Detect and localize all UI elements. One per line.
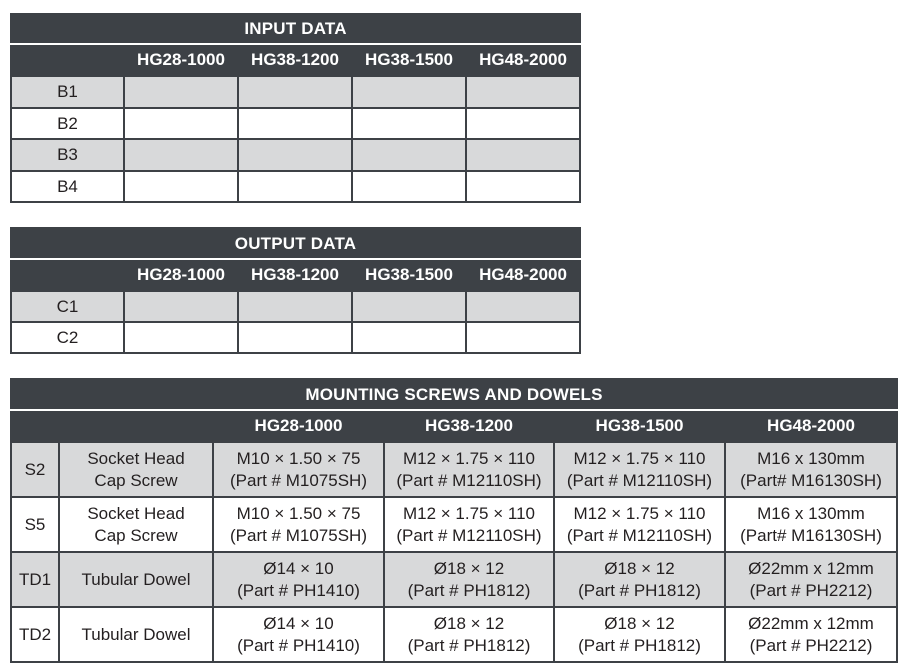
output-cell — [238, 322, 352, 353]
spec-cell — [384, 607, 554, 662]
column-header: HG48-2000 — [725, 410, 897, 442]
column-header: HG38-1500 — [352, 259, 466, 291]
description-line: Tubular Dowel — [81, 569, 191, 589]
header-empty-cell — [11, 259, 124, 291]
input-cell — [124, 139, 238, 171]
row-id: S5 — [11, 497, 59, 552]
table-row — [11, 108, 580, 139]
table-row — [11, 291, 580, 322]
row-id: S2 — [11, 442, 59, 497]
mounting-screws-table — [10, 378, 898, 663]
part-number: (Part # PH2212) — [749, 635, 873, 655]
header-empty-cell — [59, 410, 213, 442]
input-cell — [466, 108, 580, 139]
input-cell — [352, 171, 466, 202]
output-data-table — [10, 227, 581, 354]
input-cell — [466, 139, 580, 171]
description-line: Socket Head — [87, 448, 185, 468]
column-header: HG48-2000 — [466, 259, 580, 291]
spec-text: Ø14 × 10 — [263, 613, 334, 633]
part-number: (Part # PH1812) — [407, 580, 531, 600]
input-cell — [238, 139, 352, 171]
spec-text: M12 × 1.75 × 110 — [402, 448, 535, 468]
output-cell — [352, 291, 466, 322]
table-row — [11, 139, 580, 171]
input-cell — [238, 76, 352, 108]
spec-cell — [725, 607, 897, 662]
spec-cell — [554, 552, 725, 607]
table-row — [11, 76, 580, 108]
table-row — [11, 322, 580, 353]
spec-cell — [384, 442, 554, 497]
table-row — [11, 497, 897, 552]
output-cell — [238, 291, 352, 322]
part-number: (Part # PH1812) — [578, 635, 701, 655]
part-number: (Part # PH1410) — [237, 635, 360, 655]
description-line: Tubular Dowel — [81, 624, 191, 644]
spec-cell — [554, 497, 725, 552]
table-row — [11, 171, 580, 202]
column-header: HG48-2000 — [466, 44, 580, 76]
spec-text: Ø18 × 12 — [604, 558, 675, 578]
header-empty-cell — [11, 410, 59, 442]
spec-text: M12 × 1.75 × 110 — [573, 448, 706, 468]
spec-cell — [384, 497, 554, 552]
row-label: B3 — [11, 139, 124, 171]
spec-cell — [213, 552, 384, 607]
spec-text: M10 × 1.50 × 75 — [236, 503, 361, 523]
part-number: (Part # PH2212) — [749, 580, 873, 600]
input-cell — [466, 76, 580, 108]
mounting-title: MOUNTING SCREWS AND DOWELS — [11, 379, 897, 410]
input-data-table — [10, 13, 581, 203]
part-number: (Part# M16130SH) — [740, 525, 882, 545]
part-number: (Part # M12110SH) — [566, 470, 713, 490]
spec-cell — [554, 607, 725, 662]
spec-cell — [725, 442, 897, 497]
spec-cell — [384, 552, 554, 607]
column-header: HG38-1500 — [554, 410, 725, 442]
table-row — [11, 442, 897, 497]
input-cell — [238, 108, 352, 139]
row-description — [59, 442, 213, 497]
spec-text: Ø14 × 10 — [263, 558, 334, 578]
input-cell — [124, 76, 238, 108]
input-cell — [124, 171, 238, 202]
spec-text: M16 x 130mm — [757, 503, 865, 523]
spec-text: Ø18 × 12 — [433, 613, 505, 633]
spec-cell — [213, 442, 384, 497]
output-data-title: OUTPUT DATA — [11, 228, 580, 259]
column-header: HG28-1000 — [124, 259, 238, 291]
output-cell — [466, 322, 580, 353]
row-label: B4 — [11, 171, 124, 202]
column-header: HG38-1500 — [352, 44, 466, 76]
spec-text: M16 x 130mm — [757, 448, 865, 468]
row-description — [59, 497, 213, 552]
input-cell — [352, 139, 466, 171]
spec-cell — [554, 442, 725, 497]
part-number: (Part # M12110SH) — [396, 525, 542, 545]
part-number: (Part# M16130SH) — [740, 470, 882, 490]
part-number: (Part # PH1410) — [237, 580, 360, 600]
input-cell — [124, 108, 238, 139]
input-cell — [238, 171, 352, 202]
row-label: B2 — [11, 108, 124, 139]
description-line: Cap Screw — [94, 470, 178, 490]
column-header: HG38-1200 — [384, 410, 554, 442]
column-header: HG28-1000 — [124, 44, 238, 76]
spec-text: M10 × 1.50 × 75 — [236, 448, 361, 468]
input-cell — [352, 108, 466, 139]
spec-text: Ø18 × 12 — [433, 558, 505, 578]
part-number: (Part # M12110SH) — [396, 470, 542, 490]
table-row — [11, 552, 897, 607]
spec-text: Ø18 × 12 — [604, 613, 675, 633]
output-cell — [124, 322, 238, 353]
row-label: C2 — [11, 322, 124, 353]
spec-cell — [725, 552, 897, 607]
table-row — [11, 607, 897, 662]
output-cell — [466, 291, 580, 322]
spec-cell — [213, 607, 384, 662]
description-line: Cap Screw — [94, 525, 178, 545]
part-number: (Part # M1075SH) — [230, 470, 367, 490]
output-cell — [124, 291, 238, 322]
spec-text: M12 × 1.75 × 110 — [573, 503, 706, 523]
row-id: TD2 — [11, 607, 59, 662]
spec-text: Ø22mm x 12mm — [748, 613, 874, 633]
part-number: (Part # M1075SH) — [230, 525, 367, 545]
spec-cell — [725, 497, 897, 552]
header-empty-cell — [11, 44, 124, 76]
part-number: (Part # PH1812) — [578, 580, 701, 600]
input-cell — [466, 171, 580, 202]
spec-text: Ø22mm x 12mm — [748, 558, 874, 578]
column-header: HG38-1200 — [238, 44, 352, 76]
part-number: (Part # M12110SH) — [566, 525, 713, 545]
row-label: B1 — [11, 76, 124, 108]
output-cell — [352, 322, 466, 353]
row-id: TD1 — [11, 552, 59, 607]
row-label: C1 — [11, 291, 124, 322]
spec-cell — [213, 497, 384, 552]
row-description — [59, 552, 213, 607]
input-cell — [352, 76, 466, 108]
spec-text: M12 × 1.75 × 110 — [402, 503, 535, 523]
input-data-title: INPUT DATA — [11, 14, 580, 44]
part-number: (Part # PH1812) — [407, 635, 531, 655]
column-header: HG28-1000 — [213, 410, 384, 442]
description-line: Socket Head — [87, 503, 185, 523]
row-description — [59, 607, 213, 662]
column-header: HG38-1200 — [238, 259, 352, 291]
